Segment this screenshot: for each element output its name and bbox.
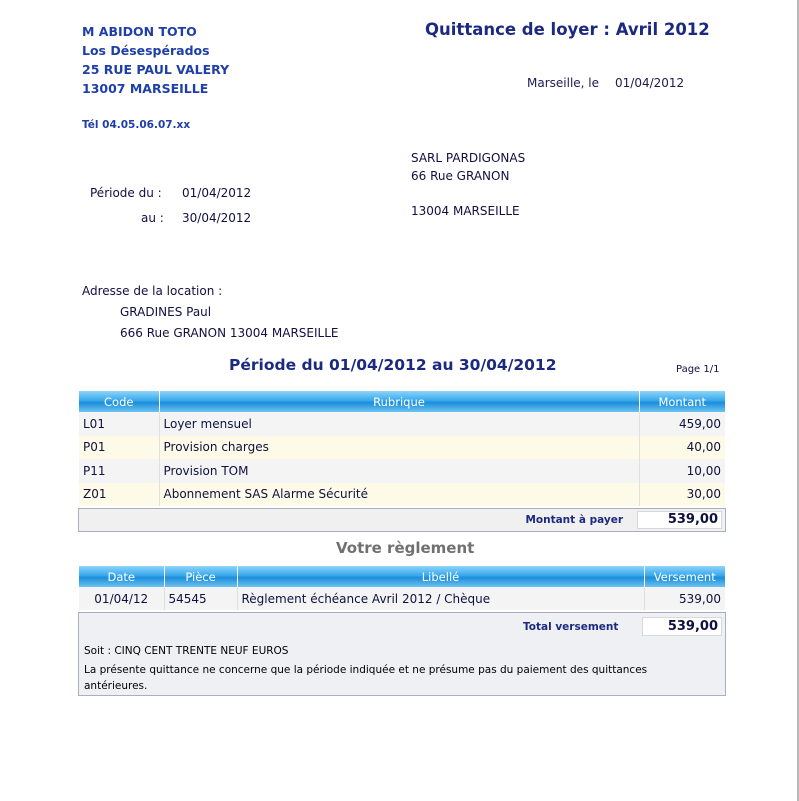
place-date-label: Marseille, le bbox=[527, 76, 600, 90]
table-row bbox=[79, 412, 725, 436]
cell-rubrique: Abonnement SAS Alarme Sécurité bbox=[159, 483, 639, 507]
recipient-city: 13004 MARSEILLE bbox=[411, 204, 520, 218]
payment-table bbox=[79, 566, 725, 610]
header-code: Code bbox=[79, 391, 159, 412]
location-address: 666 Rue GRANON 13004 MARSEILLE bbox=[120, 326, 339, 340]
table-row bbox=[79, 436, 725, 460]
amount-due-box bbox=[78, 508, 726, 532]
location-label: Adresse de la location : bbox=[82, 284, 223, 298]
recipient-street: 66 Rue GRANON bbox=[411, 169, 510, 183]
table-row bbox=[79, 483, 725, 507]
sender-street: 25 RUE PAUL VALERY bbox=[82, 62, 230, 77]
header-date: Date bbox=[79, 566, 164, 587]
location-tenant: GRADINES Paul bbox=[120, 305, 212, 319]
cell-code: P11 bbox=[79, 459, 159, 483]
items-table bbox=[79, 391, 725, 506]
document-title: Quittance de loyer : Avril 2012 bbox=[425, 20, 710, 39]
header-rubrique: Rubrique bbox=[159, 391, 639, 412]
amount-due-label: Montant à payer bbox=[525, 514, 623, 526]
cell-rubrique: Provision charges bbox=[159, 436, 639, 460]
cell-montant: 10,00 bbox=[639, 459, 725, 483]
table-row bbox=[79, 459, 725, 483]
cell-code: L01 bbox=[79, 412, 159, 436]
page-number: Page 1/1 bbox=[676, 364, 720, 375]
cell-montant: 30,00 bbox=[639, 483, 725, 507]
payment-header-row bbox=[79, 566, 725, 587]
payment-summary-box bbox=[78, 612, 726, 696]
legal-note: La présente quittance ne concerne que la période indiquée et ne présume pas du paiement des quittances antérieures. bbox=[84, 664, 648, 692]
period-heading: Période du 01/04/2012 au 30/04/2012 bbox=[229, 356, 557, 374]
cell-versement: 539,00 bbox=[644, 587, 725, 610]
cell-libelle: Règlement échéance Avril 2012 / Chèque bbox=[237, 587, 644, 610]
table-row bbox=[79, 587, 725, 610]
payment-heading: Votre règlement bbox=[336, 539, 475, 557]
period-from-label: Période du : bbox=[90, 186, 162, 200]
cell-rubrique: Provision TOM bbox=[159, 459, 639, 483]
amount-due-value: 539,00 bbox=[637, 511, 722, 529]
header-montant: Montant bbox=[639, 391, 725, 412]
cell-montant: 40,00 bbox=[639, 436, 725, 460]
recipient-name: SARL PARDIGONAS bbox=[411, 151, 526, 165]
cell-code: Z01 bbox=[79, 483, 159, 507]
header-libelle: Libellé bbox=[237, 566, 644, 587]
cell-montant: 459,00 bbox=[639, 412, 725, 436]
recipient-spacer bbox=[411, 185, 525, 202]
place-date-value: 01/04/2012 bbox=[615, 76, 685, 90]
cell-piece: 54545 bbox=[164, 587, 237, 610]
items-header-row bbox=[79, 391, 725, 412]
header-piece: Pièce bbox=[164, 566, 237, 587]
header-versement: Versement bbox=[644, 566, 725, 587]
cell-date: 01/04/12 bbox=[79, 587, 164, 610]
cell-rubrique: Loyer mensuel bbox=[159, 412, 639, 436]
sender-city: 13007 MARSEILLE bbox=[82, 81, 209, 96]
period-from-value: 01/04/2012 bbox=[182, 186, 252, 200]
total-payment-value: 539,00 bbox=[642, 617, 722, 636]
period-to-label: au : bbox=[141, 211, 164, 225]
cell-code: P01 bbox=[79, 436, 159, 460]
sender-phone: Tél 04.05.06.07.xx bbox=[82, 119, 191, 131]
period-to-value: 30/04/2012 bbox=[182, 211, 252, 225]
place-date bbox=[527, 76, 684, 90]
sender-name: M ABIDON TOTO bbox=[82, 24, 197, 39]
sender-company: Los Désespérados bbox=[82, 43, 210, 58]
total-payment-label: Total versement bbox=[523, 621, 619, 633]
amount-in-words: Soit : CINQ CENT TRENTE NEUF EUROS bbox=[84, 645, 289, 657]
sender-block bbox=[82, 22, 229, 98]
recipient-block bbox=[411, 149, 525, 220]
